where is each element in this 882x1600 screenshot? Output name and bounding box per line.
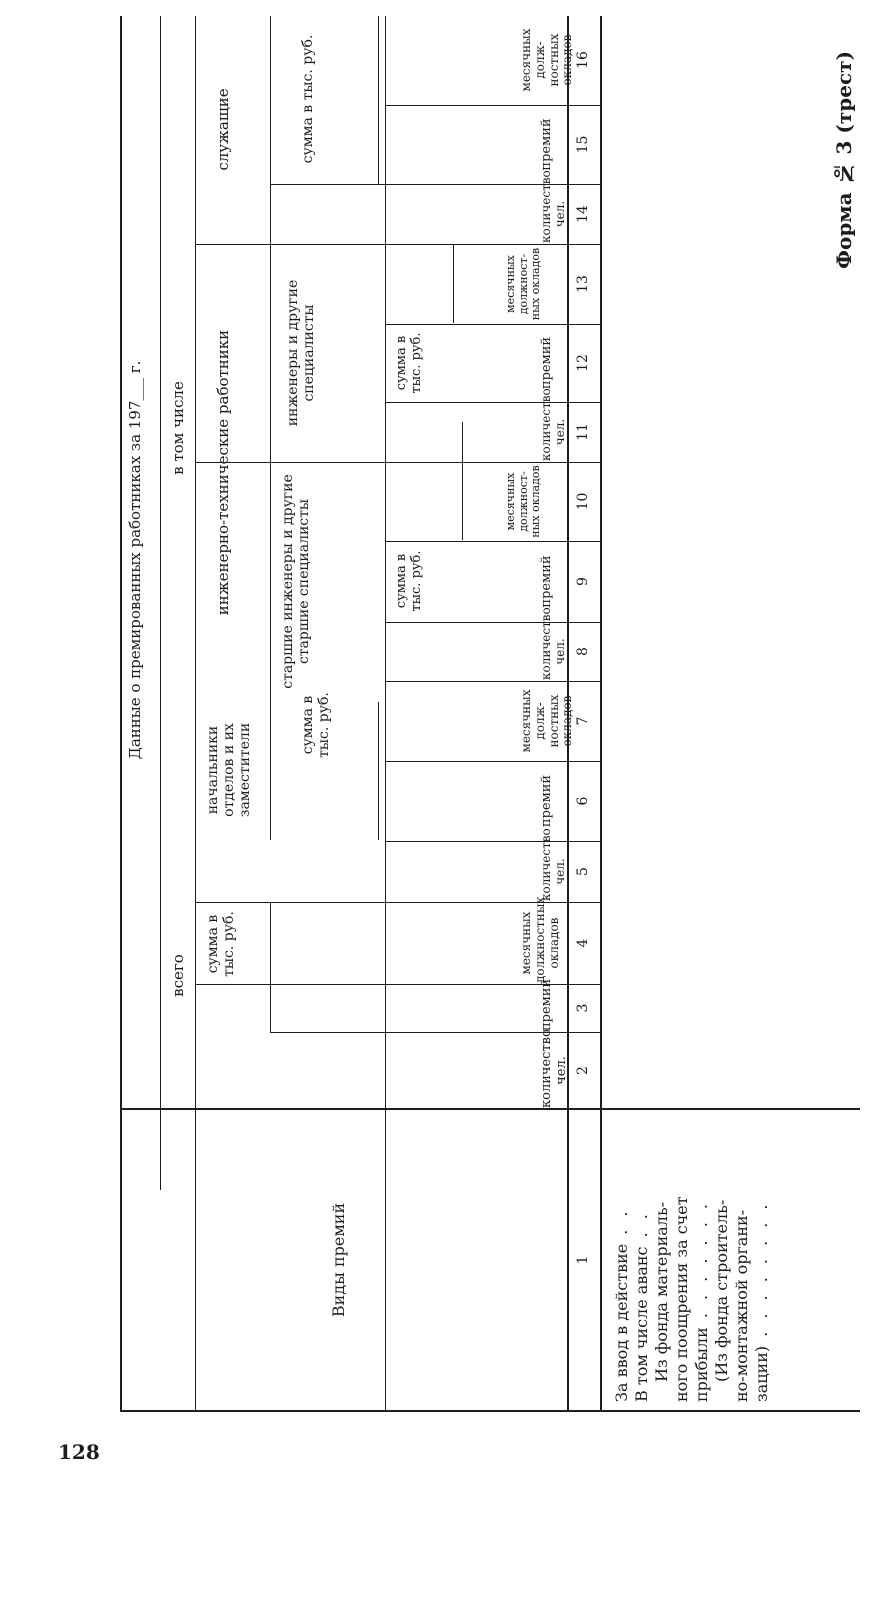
row-label-2: В том числе аванс . . xyxy=(632,1210,651,1402)
heads-premium-header: премий xyxy=(539,774,554,828)
colnum-7: 7 xyxy=(575,716,591,726)
colnum-4: 4 xyxy=(575,938,591,948)
colnum-12: 12 xyxy=(575,354,591,372)
senior-header: старшие инженеры и другие старшие специалисты xyxy=(280,474,313,689)
colnum-2: 2 xyxy=(575,1066,591,1075)
colnum-8: 8 xyxy=(575,647,591,656)
colnum-16: 16 xyxy=(575,51,591,69)
row-label-8: зации) . . . . . . . . xyxy=(752,1200,771,1402)
table-title: Данные о премированных работниках за 197___ г. xyxy=(126,360,144,760)
senior-premium-header: премий xyxy=(539,555,554,608)
heads-header: начальники отделов и их заместители xyxy=(205,722,254,818)
total-premium-header: премий xyxy=(539,978,554,1031)
employees-header: служащие xyxy=(214,88,232,171)
employees-sum-header: сумма в тыс. руб. xyxy=(300,34,316,164)
colnum-11: 11 xyxy=(575,423,591,441)
engineers-header: инженеры и другие специалисты xyxy=(285,279,318,427)
colnum-3: 3 xyxy=(575,1003,591,1013)
heads-salary-header: месячных долж-ностных окладов xyxy=(519,689,575,753)
employees-count-header: количество чел. xyxy=(539,170,567,243)
employees-salary-header: месячных долж-ностных окладов xyxy=(519,28,575,92)
row-label-7: но-монтажной органи- xyxy=(732,1209,751,1402)
heads-sum-header: сумма в тыс. руб. xyxy=(300,692,333,758)
kinds-header: Виды премий xyxy=(329,1202,348,1318)
total-count-header: количество чел. xyxy=(539,1029,569,1108)
page-number: 128 xyxy=(58,1440,100,1464)
form-title: Форма № 3 (трест) xyxy=(832,50,856,270)
total-salary-header: месячных должностных окладов xyxy=(519,896,561,983)
row-label-1: За ввод в действие . . xyxy=(612,1207,631,1402)
senior-sum-header: сумма в тыс. руб. xyxy=(394,550,424,612)
senior-count-header: количество чел. xyxy=(539,607,567,680)
row-label-3: Из фонда материаль- xyxy=(652,1201,671,1382)
colnum-13: 13 xyxy=(575,275,591,293)
engineers-premium-header: премий xyxy=(539,336,554,390)
colnum-15: 15 xyxy=(575,135,591,154)
colnum-14: 14 xyxy=(575,205,591,223)
employees-premium-header: премий xyxy=(539,118,554,171)
colnum-9: 9 xyxy=(575,577,591,586)
heads-count-header: количество чел. xyxy=(539,828,567,901)
row-label-4: ного поощрения за счет xyxy=(672,1196,691,1402)
row-label-6: (Из фонда строитель- xyxy=(712,1199,731,1382)
engineers-count-header: количество чел. xyxy=(539,388,567,461)
colnum-10: 10 xyxy=(575,492,591,511)
engineers-salary-header: месячных должност-ных окладов xyxy=(504,247,543,321)
engineers-sum-header: сумма в тыс. руб. xyxy=(394,332,424,394)
in-that-number-header: в том числе xyxy=(169,381,187,475)
itr-header: инженерно-технические работники xyxy=(214,329,232,616)
total-header: всего xyxy=(169,954,187,997)
total-sum-header: сумма в тыс. руб. xyxy=(205,911,238,977)
colnum-1: 1 xyxy=(575,1255,591,1265)
row-label-5: прибыли . . . . . . . xyxy=(692,1200,711,1402)
senior-salary-header: месячных должност-ных окладов xyxy=(504,465,543,538)
colnum-6: 6 xyxy=(575,796,591,806)
colnum-5: 5 xyxy=(575,867,591,876)
